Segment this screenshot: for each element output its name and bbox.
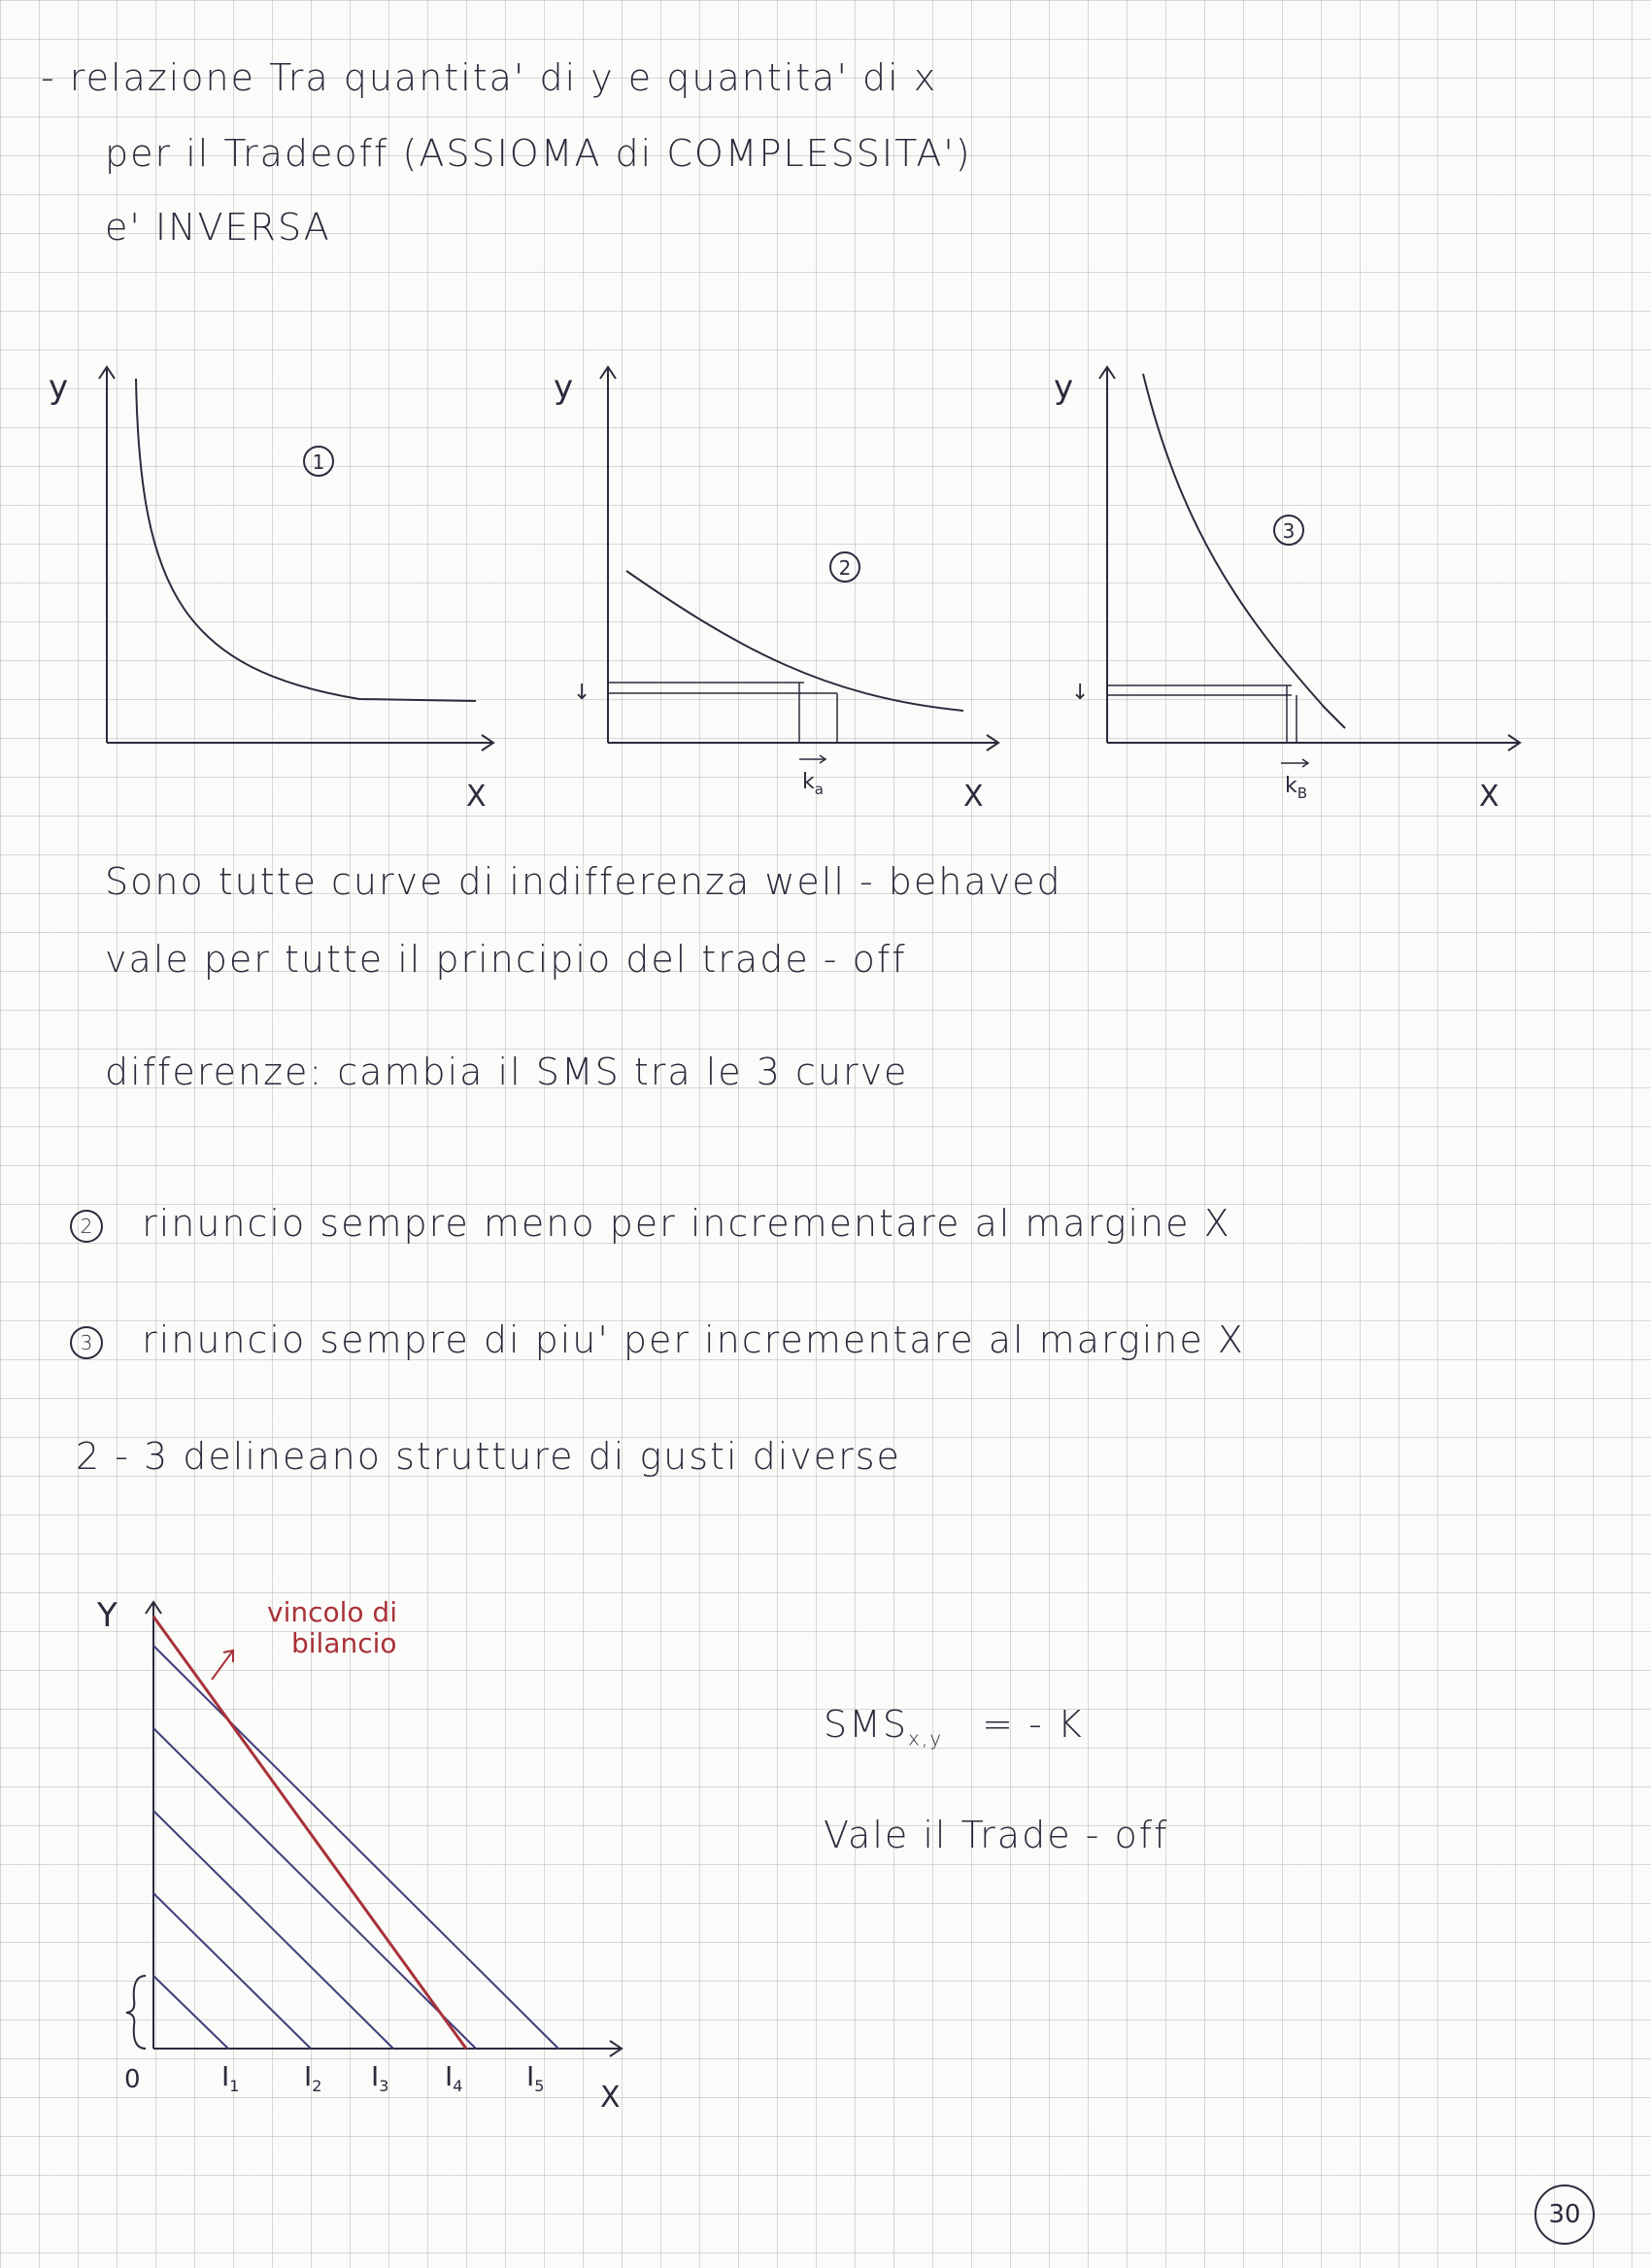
note-line-2: per il Tradeoff (ASSIOMA di COMPLESSITA') xyxy=(105,132,972,175)
note-line-3: e' INVERSA xyxy=(105,206,331,249)
point-2-marker: 2 xyxy=(70,1210,103,1243)
curve-label-5: $I_5$ xyxy=(526,2060,545,2095)
point-2-row xyxy=(70,1202,1231,1245)
point-3-marker: 3 xyxy=(70,1326,103,1359)
graph-2-indifference-curve xyxy=(626,571,963,711)
indifference-line-1 xyxy=(153,1976,228,2049)
curve-label-2: $I_2$ xyxy=(304,2060,322,2095)
point-3-row xyxy=(70,1318,1245,1361)
curve-label-3: $I_3$ xyxy=(371,2060,389,2095)
tradeoff-note: Vale il Trade - off xyxy=(824,1814,1169,1856)
sms-value: = - K xyxy=(982,1703,1084,1746)
curve-label-4: $I_4$ xyxy=(445,2060,463,2095)
sms-formula xyxy=(824,1703,1084,1751)
budget-origin-label: 0 xyxy=(124,2065,141,2094)
budget-annotation-arrow xyxy=(212,1651,233,1680)
graph-3-down-arrow: ↓ xyxy=(1071,681,1090,705)
budget-annotation-line-2: bilancio xyxy=(291,1627,397,1659)
budget-graph xyxy=(97,1573,680,2117)
graph-3-tick-label: $k_B$ xyxy=(1285,774,1308,802)
point-23-text: 2 - 3 delineano strutture di gusti diverse xyxy=(76,1435,901,1478)
graph-1-x-label: X xyxy=(466,780,487,814)
note-line-1: - relazione Tra quantita' di y e quantita' di x xyxy=(41,56,938,99)
brace-icon xyxy=(126,1976,146,2049)
page-number: 30 xyxy=(1534,2185,1595,2245)
budget-y-label: Y xyxy=(97,1596,118,1635)
curve-label-1: $I_1$ xyxy=(221,2060,240,2095)
graph-2-x-label: X xyxy=(963,780,984,814)
graph-3-label: 3 xyxy=(1282,519,1296,543)
statement-1: Sono tutte curve di indifferenza well - behaved xyxy=(105,860,1062,903)
statement-3: differenze: cambia il SMS tra le 3 curve xyxy=(105,1051,909,1093)
graph-3-x-label: X xyxy=(1479,780,1499,814)
graph-1-y-label: y xyxy=(49,368,69,407)
graph-1-indifference-curve xyxy=(136,379,476,701)
graph-2-down-arrow: ↓ xyxy=(573,681,591,705)
graph-2-label: 2 xyxy=(838,556,852,580)
point-3-text: rinuncio sempre di piu' per incrementare al margine X xyxy=(142,1318,1245,1361)
graph-3 xyxy=(1054,340,1588,825)
point-2-text: rinuncio sempre meno per incrementare al margine X xyxy=(142,1202,1231,1245)
graph-2 xyxy=(544,340,1020,825)
budget-annotation-line-1: vincolo di xyxy=(267,1596,397,1628)
indifference-line-2 xyxy=(153,1893,311,2049)
sms-subscript: x,y xyxy=(908,1726,944,1751)
sms-label: SMS xyxy=(824,1703,909,1746)
indifference-line-5 xyxy=(153,1646,558,2049)
graph-1-label: 1 xyxy=(312,450,325,474)
graph-1 xyxy=(39,340,515,825)
graph-3-indifference-curve xyxy=(1143,374,1345,728)
graph-2-tick-label: $k_a$ xyxy=(802,770,824,798)
budget-constraint-line xyxy=(153,1617,466,2049)
graph-3-y-label: y xyxy=(1054,368,1074,407)
graph-2-y-label: y xyxy=(554,368,574,407)
budget-x-label: X xyxy=(600,2081,621,2115)
indifference-line-4 xyxy=(153,1728,476,2049)
statement-2: vale per tutte il principio del trade - off xyxy=(105,938,907,981)
